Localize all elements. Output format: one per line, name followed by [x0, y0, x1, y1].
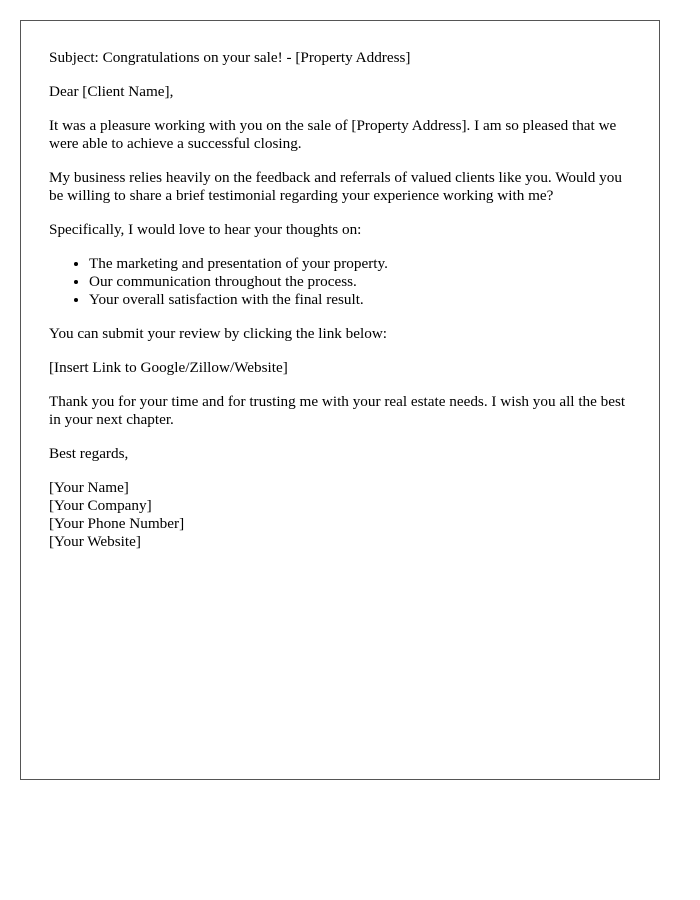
subject-line: Subject: Congratulations on your sale! - [Property Address]: [49, 49, 411, 66]
signature-company: [Your Company]: [49, 497, 152, 514]
list-item: • The marketing and presentation of your property.: [89, 255, 631, 273]
letter-container: [20, 20, 660, 780]
feedback-topics-list: [49, 255, 631, 309]
submit-instructions: You can submit your review by clicking the link below:: [49, 325, 388, 342]
body-paragraph-2: My business relies heavily on the feedback and referrals of valued clients like you. Would you be willing to share a brief testimonial regarding your experience working with me?: [49, 169, 622, 204]
thank-you-paragraph: Thank you for your time and for trusting me with your real estate needs. I wish you all the best in your next chapter.: [49, 393, 626, 428]
body-paragraph-3: Specifically, I would love to hear your thoughts on:: [49, 221, 362, 238]
list-item: • Your overall satisfaction with the final result.: [89, 291, 631, 309]
signature-phone: [Your Phone Number]: [49, 515, 185, 532]
signature-website: [Your Website]: [49, 533, 141, 550]
signature-name: [Your Name]: [49, 479, 129, 496]
greeting: Dear [Client Name],: [49, 83, 174, 100]
body-paragraph-1: It was a pleasure working with you on the sale of [Property Address]. I am so pleased that we were able to achieve a successful closing.: [49, 117, 617, 152]
review-link-placeholder: [Insert Link to Google/Zillow/Website]: [49, 359, 288, 376]
list-item: • Our communication throughout the process.: [89, 273, 631, 291]
closing: Best regards,: [49, 445, 129, 462]
signature-block: [49, 479, 631, 551]
